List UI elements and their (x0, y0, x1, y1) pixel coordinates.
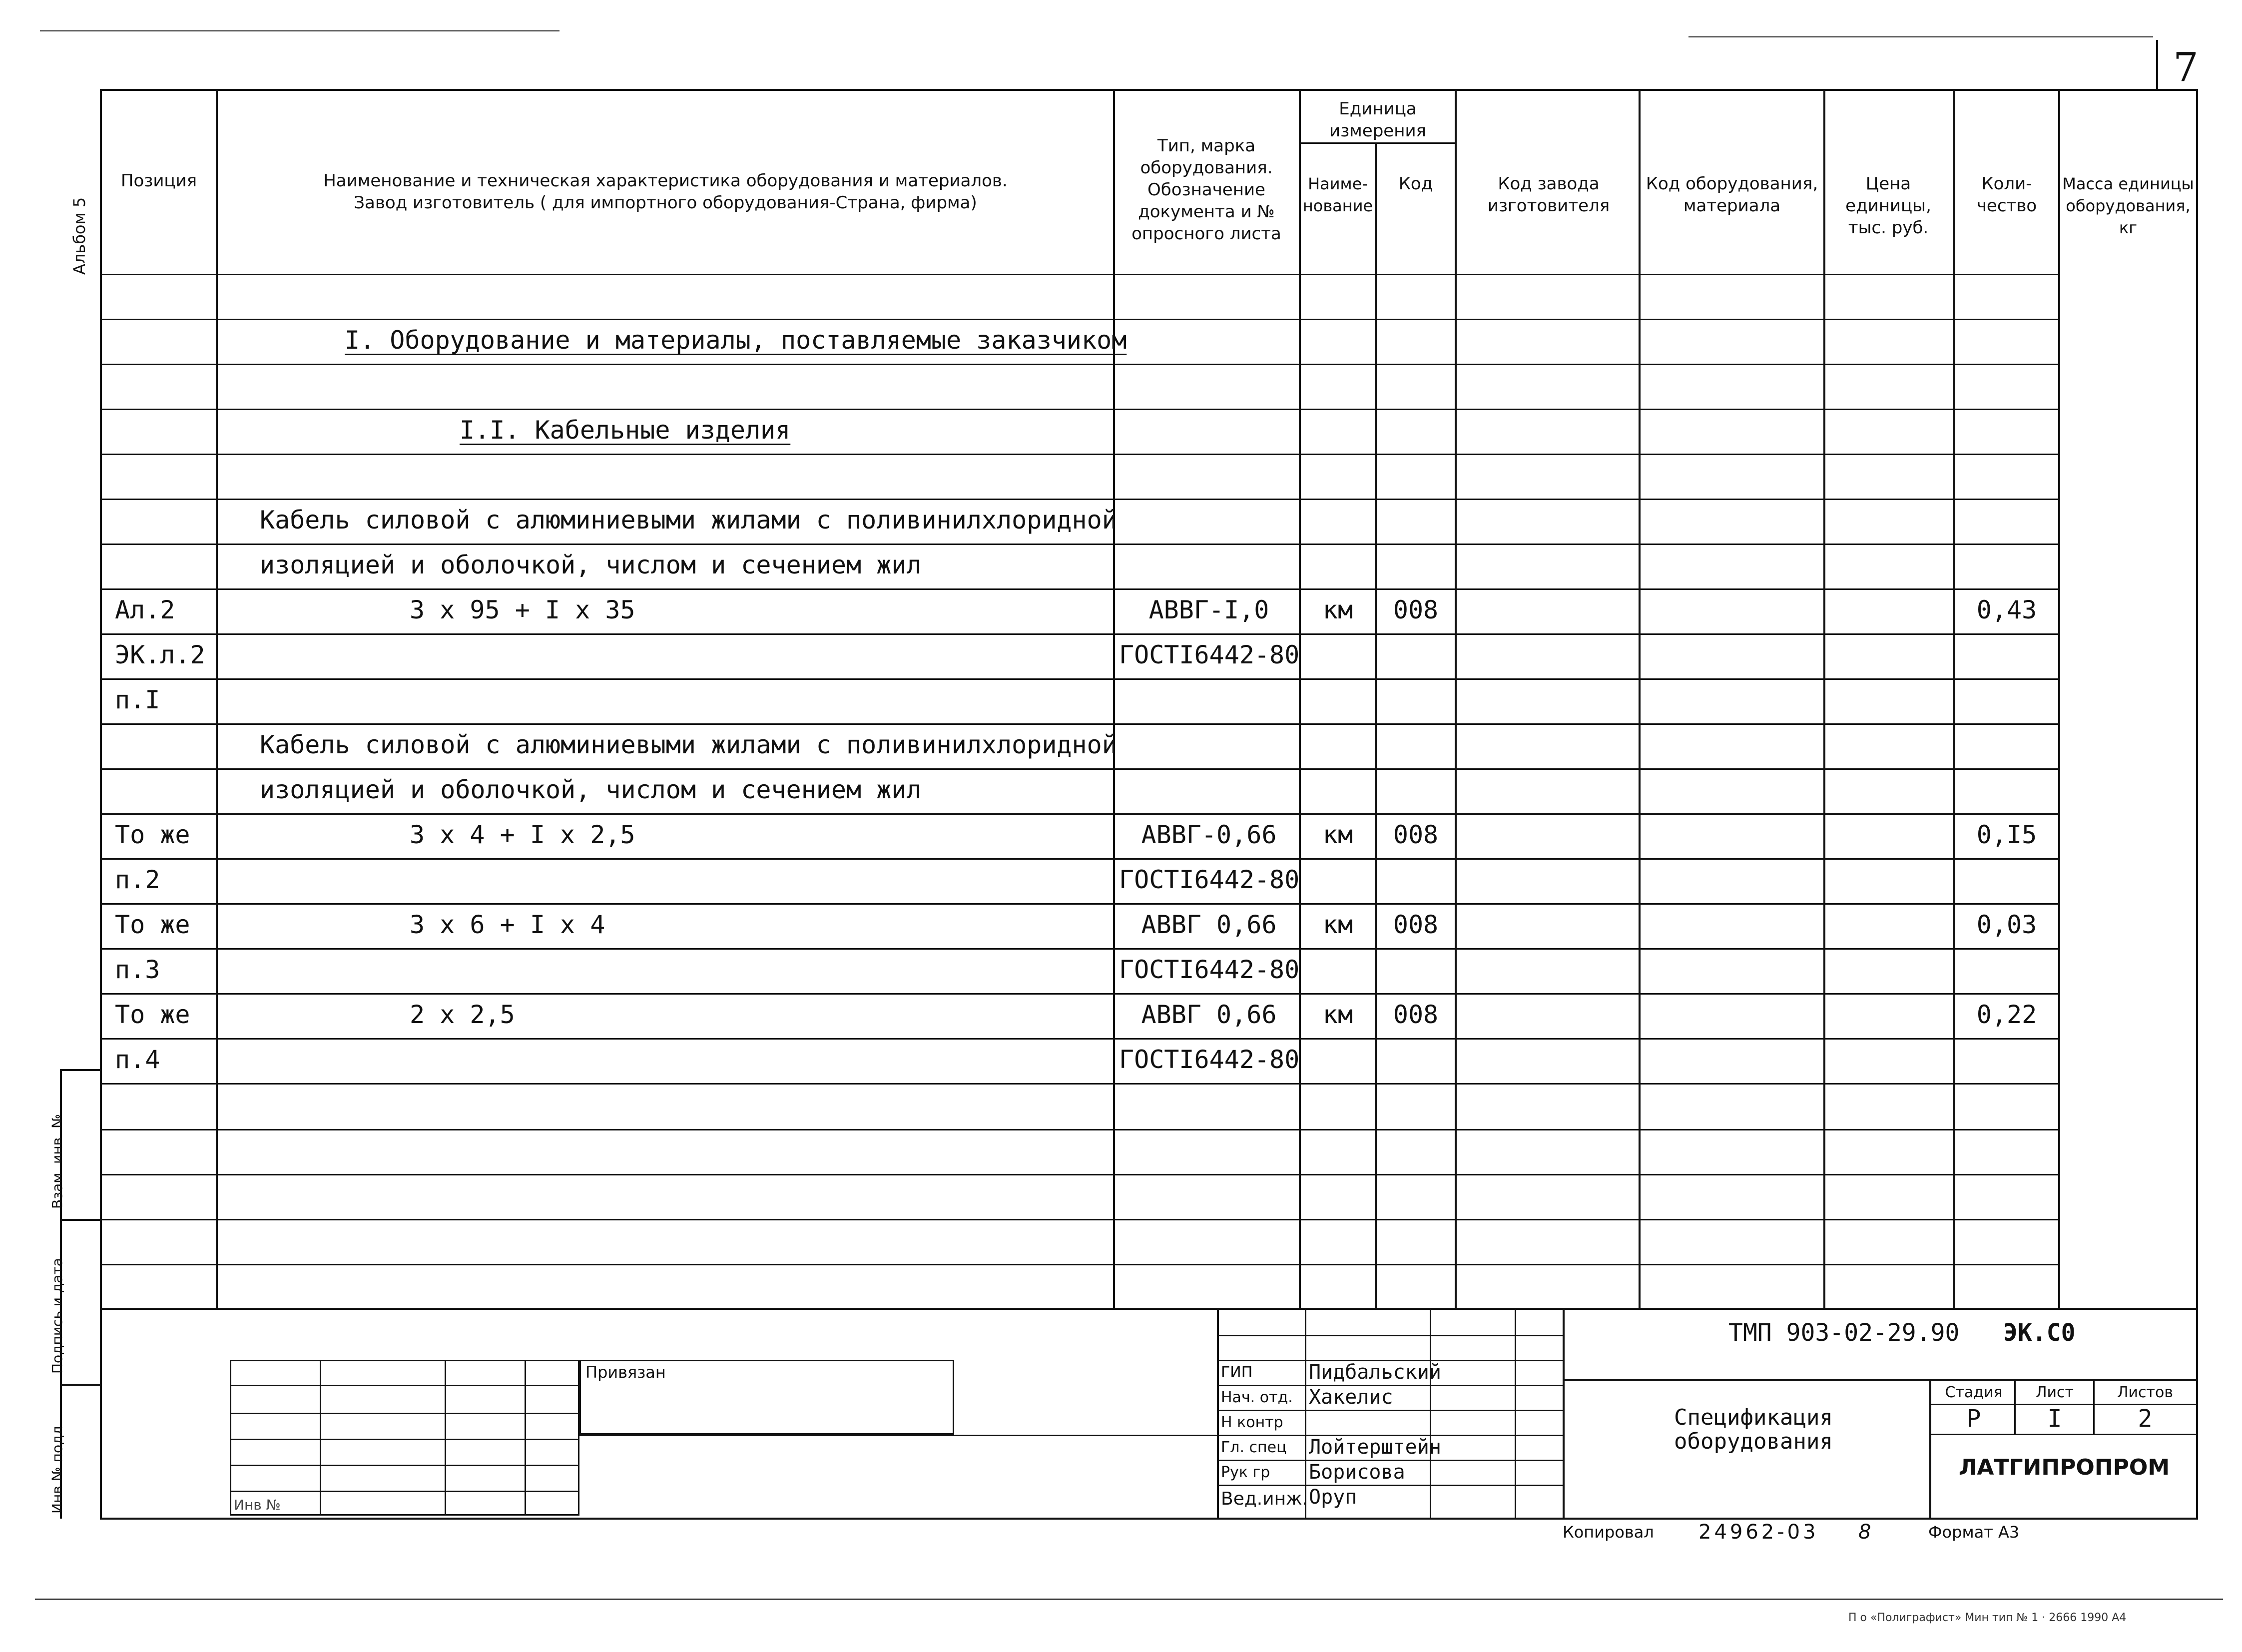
inv-podl-label: Инв № подл (49, 1426, 65, 1514)
doc-mark: ЭК.С0 (2003, 1319, 2076, 1347)
privyazan-label: Привязан (585, 1363, 666, 1382)
stamp-grid-h1 (230, 1385, 579, 1386)
row-divider (100, 633, 2058, 635)
stamp-grid-h2 (230, 1413, 579, 1414)
hdr-kod: Код (1398, 174, 1433, 194)
signature-role: Гл. спец (1221, 1439, 1287, 1456)
sig-h3 (1217, 1410, 1563, 1411)
row-name: 3 x 4 + I x 2,5 (410, 820, 635, 849)
row-divider (100, 364, 2058, 365)
row-divider (100, 454, 2058, 455)
side-strip-line-3 (60, 1384, 100, 1386)
title-h1 (1563, 1379, 2198, 1381)
hdr-pozitsiya: Позиция (120, 171, 197, 191)
bottom-scan-line (35, 1599, 2223, 1600)
stadiya-value: Р (1966, 1405, 1981, 1433)
row-type: ГОСТI6442-80 (1119, 640, 1300, 669)
signature-name: Борисова (1309, 1461, 1405, 1484)
hdr-massa: Масса единицы оборудования, кг (2062, 174, 2194, 237)
signature-role: ГИП (1221, 1364, 1253, 1381)
hdr-naimenovanie-1: Наименование и техническая характеристика оборудования и материалов. (323, 171, 1008, 191)
sig-h0 (1217, 1335, 1563, 1336)
row-divider (100, 274, 2058, 275)
row-quantity: 0,03 (1976, 910, 2037, 939)
stamp-grid-h5 (230, 1491, 579, 1492)
signature-name: Пидбальский (1309, 1361, 1441, 1384)
row-divider (100, 678, 2058, 680)
row-position: То же (115, 1000, 190, 1029)
row-type: ГОСТI6442-80 (1119, 955, 1300, 984)
row-type: АВВГ-0,66 (1141, 820, 1277, 849)
podpis-label: Подпись и дата (49, 1258, 65, 1374)
row-name: 2 x 2,5 (410, 1000, 515, 1029)
sheet-frame (100, 89, 2198, 1520)
listov-label: Листов (2117, 1384, 2174, 1401)
col-line-1 (216, 89, 218, 1308)
row-quantity: 0,I5 (1976, 820, 2037, 849)
row-unit: км (1322, 820, 1353, 849)
col-line-5 (1455, 89, 1457, 1308)
row-name: изоляцией и оболочкой, числом и сечением жил (260, 551, 922, 579)
stadiya-label: Стадия (1945, 1384, 2003, 1401)
row-divider (100, 1038, 2058, 1040)
row-divider (100, 319, 2058, 320)
title-block-left (1563, 1308, 1565, 1520)
row-code: 008 (1393, 1000, 1439, 1029)
copy-number: 24962-03 (1698, 1521, 1819, 1544)
hdr-kod-oborud: Код оборудования, материала (1646, 174, 1818, 216)
row-name: Кабель силовой с алюминиевыми жилами с поливинилхлоридной (260, 506, 1117, 535)
hdr-kolichestvo: Коли-чество (1976, 174, 2037, 216)
row-type: АВВГ-I,0 (1148, 595, 1269, 624)
row-type: ГОСТI6442-80 (1119, 865, 1300, 894)
kopiroval-label: Копировал (1563, 1523, 1654, 1542)
row-name: 3 x 6 + I x 4 (410, 910, 605, 939)
list-label: Лист (2035, 1384, 2074, 1401)
top-scan-line-right (1688, 36, 2153, 37)
album-label: Альбом 5 (70, 197, 89, 275)
col-line-7 (1823, 89, 1825, 1308)
row-name: I. Оборудование и материалы, поставляемые заказчиком (345, 326, 1127, 355)
stamp-grid-v3 (525, 1360, 526, 1516)
row-divider (100, 903, 2058, 905)
col-line-2 (1113, 89, 1115, 1308)
format-label: Формат А3 (1928, 1523, 2020, 1542)
page-number-border (2156, 40, 2158, 90)
row-position: п.I (115, 685, 160, 714)
col-line-8 (1953, 89, 1955, 1308)
stamp-grid-h4 (230, 1465, 579, 1466)
row-unit: км (1322, 1000, 1353, 1029)
empty-row-line-2 (100, 1174, 2058, 1175)
side-strip-line-1 (60, 1069, 100, 1071)
stamp-grid-h3 (230, 1439, 579, 1440)
top-scan-line (40, 30, 560, 31)
title-v1 (1929, 1379, 1931, 1520)
stamp-grid-v2 (445, 1360, 446, 1516)
printer-imprint: П о «Полиграфист» Мин тип № 1 · 2666 1990 А4 (1848, 1612, 2127, 1624)
table-bottom-line (100, 1308, 2198, 1310)
row-code: 008 (1393, 820, 1439, 849)
row-code: 008 (1393, 910, 1439, 939)
row-position: То же (115, 910, 190, 939)
signature-name: Хакелис (1309, 1386, 1393, 1409)
doc-code: ТМП 903-02-29.90 (1728, 1319, 1960, 1347)
row-position: Ал.2 (115, 595, 175, 624)
col-line-4 (1375, 142, 1377, 1308)
row-unit: км (1322, 595, 1353, 624)
col-line-6 (1639, 89, 1641, 1308)
sig-block-v3 (1515, 1308, 1516, 1520)
col-line-3 (1299, 89, 1301, 1308)
doc-title-2: оборудования (1674, 1429, 1833, 1454)
empty-row-line-1 (100, 1129, 2058, 1130)
row-divider (100, 723, 2058, 725)
row-position: п.2 (115, 865, 160, 894)
signature-role: Вед.инж. (1221, 1489, 1308, 1509)
row-name: изоляцией и оболочкой, числом и сечением жил (260, 775, 922, 804)
hdr-naimenovanie-2: Завод изготовитель ( для импортного оборудования-Страна, фирма) (354, 193, 977, 213)
side-strip-line-2 (60, 1219, 100, 1221)
inv-no-label: Инв № (234, 1497, 281, 1513)
row-position: п.4 (115, 1045, 160, 1074)
signature-name: Оруп (1309, 1486, 1357, 1509)
row-divider (100, 948, 2058, 950)
row-divider (100, 858, 2058, 860)
stamp-mid-line (579, 1435, 1219, 1436)
row-name: Кабель силовой с алюминиевыми жилами с поливинилхлоридной (260, 730, 1117, 759)
hdr-kod-zavoda: Код завода изготовителя (1487, 174, 1610, 216)
hdr-edinitsa: Единица измерения (1329, 99, 1427, 141)
signature-role: Рук гр (1221, 1464, 1270, 1481)
hdr-naim: Наиме-нование (1302, 174, 1373, 215)
row-quantity: 0,22 (1976, 1000, 2037, 1029)
unit-header-split (1299, 142, 1455, 144)
row-unit: км (1322, 910, 1353, 939)
sig-block-v2 (1430, 1308, 1431, 1520)
signature-name: Лойтерштейн (1309, 1436, 1441, 1459)
signature-role: Н контр (1221, 1414, 1283, 1431)
row-position: ЭК.л.2 (115, 640, 205, 669)
row-quantity: 0,43 (1976, 595, 2037, 624)
row-position: п.3 (115, 955, 160, 984)
row-type: ГОСТI6442-80 (1119, 1045, 1300, 1074)
sig-h6 (1217, 1485, 1563, 1486)
row-divider (100, 409, 2058, 410)
row-name: 3 x 95 + I x 35 (410, 595, 635, 624)
row-divider (100, 768, 2058, 770)
page-number: 7 (2173, 44, 2199, 90)
org-name: ЛАТГИПРОПРОМ (1958, 1455, 2170, 1480)
row-name: I.I. Кабельные изделия (460, 416, 791, 445)
row-divider (100, 813, 2058, 815)
row-divider (100, 588, 2058, 590)
vzam-label: Взам. инв. № (49, 1113, 65, 1209)
list-value: I (2047, 1405, 2062, 1433)
hdr-tip: Тип, марка оборудования. Обозначение документа и № опросного листа (1131, 136, 1281, 244)
copy-digit: 8 (1858, 1521, 1871, 1544)
empty-row-line-3 (100, 1219, 2058, 1220)
title-v2 (2014, 1379, 2016, 1434)
hdr-tsena: Цена единицы, тыс. руб. (1845, 174, 1931, 238)
row-divider (100, 499, 2058, 500)
row-code: 008 (1393, 595, 1439, 624)
sig-block-v1 (1305, 1308, 1306, 1520)
stamp-grid (230, 1360, 579, 1516)
row-position: То же (115, 820, 190, 849)
row-divider (100, 993, 2058, 995)
col-line-9 (2058, 89, 2060, 1308)
row-divider (100, 544, 2058, 545)
title-v3 (2093, 1379, 2095, 1434)
row-type: АВВГ 0,66 (1141, 910, 1277, 939)
listov-value: 2 (2138, 1405, 2153, 1433)
signature-role: Нач. отд. (1221, 1389, 1293, 1406)
row-divider (100, 1083, 2058, 1085)
doc-title-1: Спецификация (1674, 1405, 1833, 1430)
title-h3 (1929, 1434, 2198, 1435)
empty-row-line-4 (100, 1264, 2058, 1265)
stamp-grid-v1 (320, 1360, 321, 1516)
sig-block-left (1217, 1308, 1219, 1520)
row-type: АВВГ 0,66 (1141, 1000, 1277, 1029)
